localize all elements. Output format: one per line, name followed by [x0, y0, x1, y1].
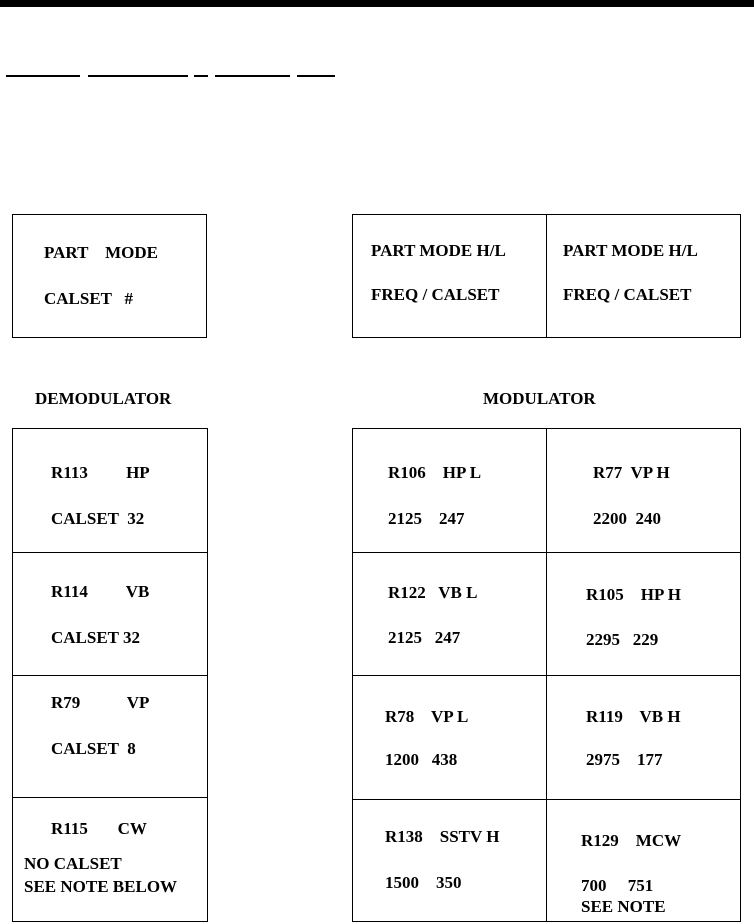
- mod-cell-r129-line2: 700 751: [581, 876, 654, 895]
- demod-cell-r113-line2: CALSET 32: [51, 509, 145, 528]
- underline-blank-4: [215, 75, 290, 77]
- mod-cell-r119-line1: R119 VB H: [586, 707, 681, 726]
- mod-row-divider: [353, 799, 740, 800]
- demod-row-divider: [13, 675, 207, 676]
- legend-mod-right-line2: FREQ / CALSET: [563, 285, 692, 304]
- mod-cell-r105-line2: 2295 229: [586, 630, 659, 649]
- legend-demod-line1: PART MODE: [44, 243, 158, 262]
- mod-cell-r78-line1: R78 VP L: [385, 707, 469, 726]
- demod-cell-r79-line2: CALSET 8: [51, 739, 136, 758]
- mod-cell-r129-line3: SEE NOTE: [581, 897, 666, 916]
- demod-cell-r114-line2: CALSET 32: [51, 628, 140, 647]
- underline-blank-1: [6, 75, 80, 77]
- legend-mod-left-line1: PART MODE H/L: [371, 241, 506, 260]
- demodulator-table: [12, 428, 208, 922]
- modulator-table: [352, 428, 741, 922]
- demod-row-divider: [13, 797, 207, 798]
- demod-cell-r115-line1: R115 CW: [51, 819, 147, 838]
- mod-cell-r77-line1: R77 VP H: [593, 463, 670, 482]
- mod-cell-r78-line2: 1200 438: [385, 750, 458, 769]
- top-rule: [0, 0, 754, 7]
- demod-cell-r114-line1: R114 VB: [51, 582, 150, 601]
- mod-cell-r106-line2: 2125 247: [388, 509, 465, 528]
- underline-blank-5: [297, 75, 335, 77]
- mod-cell-r129-line1: R129 MCW: [581, 831, 682, 850]
- mod-cell-r138-line2: 1500 350: [385, 873, 462, 892]
- mod-cell-r119-line2: 2975 177: [586, 750, 663, 769]
- demod-row-divider: [13, 552, 207, 553]
- modulator-heading: MODULATOR: [483, 389, 596, 408]
- underline-blank-3: [194, 75, 208, 77]
- legend-demod-line2: CALSET #: [44, 289, 133, 308]
- demodulator-heading: DEMODULATOR: [35, 389, 172, 408]
- mod-cell-r77-line2: 2200 240: [593, 509, 661, 528]
- legend-mod-left-line2: FREQ / CALSET: [371, 285, 500, 304]
- mod-cell-r122-line2: 2125 247: [388, 628, 461, 647]
- demod-cell-r79-line1: R79 VP: [51, 693, 150, 712]
- underline-blank-2: [88, 75, 188, 77]
- mod-cell-r106-line1: R106 HP L: [388, 463, 482, 482]
- demod-cell-r113-line1: R113 HP: [51, 463, 150, 482]
- mod-cell-r138-line1: R138 SSTV H: [385, 827, 500, 846]
- legend-mod-box: [352, 214, 741, 338]
- legend-mod-divider: [546, 215, 547, 337]
- demod-cell-r115-line2: NO CALSET: [24, 854, 122, 873]
- legend-demod-box: [12, 214, 207, 338]
- mod-row-divider: [353, 552, 740, 553]
- mod-cell-r105-line1: R105 HP H: [586, 585, 681, 604]
- legend-mod-right-line1: PART MODE H/L: [563, 241, 698, 260]
- mod-row-divider: [353, 675, 740, 676]
- mod-cell-r122-line1: R122 VB L: [388, 583, 478, 602]
- demod-cell-r115-line3: SEE NOTE BELOW: [24, 877, 178, 896]
